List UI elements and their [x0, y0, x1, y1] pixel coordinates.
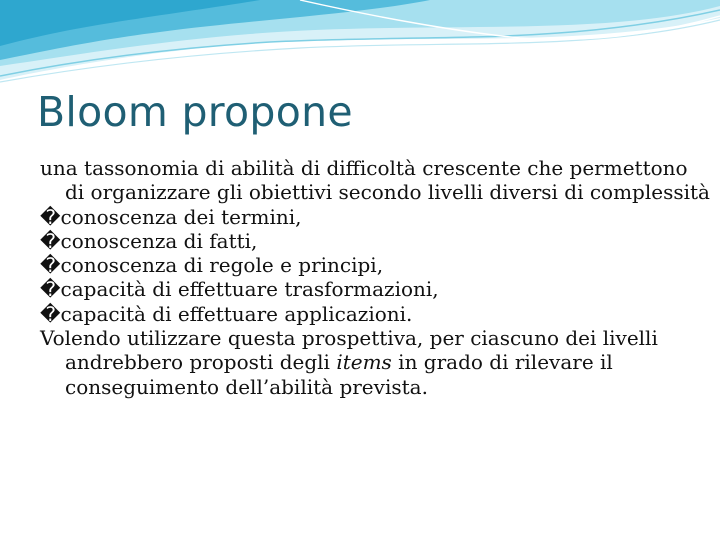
bullet-item: [40, 253, 712, 277]
bullet-item: [40, 302, 712, 326]
bullet-text: conoscenza dei termini,: [60, 204, 302, 229]
bullet-glyph-icon: �: [40, 204, 61, 229]
bullet-glyph-icon: �: [40, 253, 61, 278]
bullet-text: capacità di effettuare applicazioni.: [60, 301, 413, 326]
bullet-text: conoscenza di fatti,: [60, 228, 258, 253]
bullet-text: capacità di effettuare trasformazioni,: [60, 277, 439, 302]
bullet-glyph-icon: �: [40, 277, 61, 302]
intro-paragraph: una tassonomia di abilità di difficoltà crescente che permettono di organizzare gli obiettivi secondo livelli diversi di complessità: [40, 156, 710, 205]
bullet-item: [40, 229, 712, 253]
bullet-glyph-icon: �: [40, 301, 61, 326]
slide-title: Bloom propone: [37, 88, 353, 136]
closing-paragraph: [40, 326, 712, 399]
bullet-glyph-icon: �: [40, 228, 61, 253]
closing-emphasis: items: [336, 350, 392, 375]
slide-body: [40, 156, 712, 399]
header-wave-decoration: [0, 0, 720, 90]
bullet-text: conoscenza di regole e principi,: [60, 253, 384, 278]
closing-text-before: Volendo utilizzare questa prospettiva, per ciascuno dei livelli andrebbero proposti degli: [40, 326, 658, 375]
bullet-item: [40, 205, 712, 229]
bullet-item: [40, 277, 712, 301]
closing-text-after: in grado di rilevare il conseguimento dell’abilità prevista.: [65, 350, 613, 399]
